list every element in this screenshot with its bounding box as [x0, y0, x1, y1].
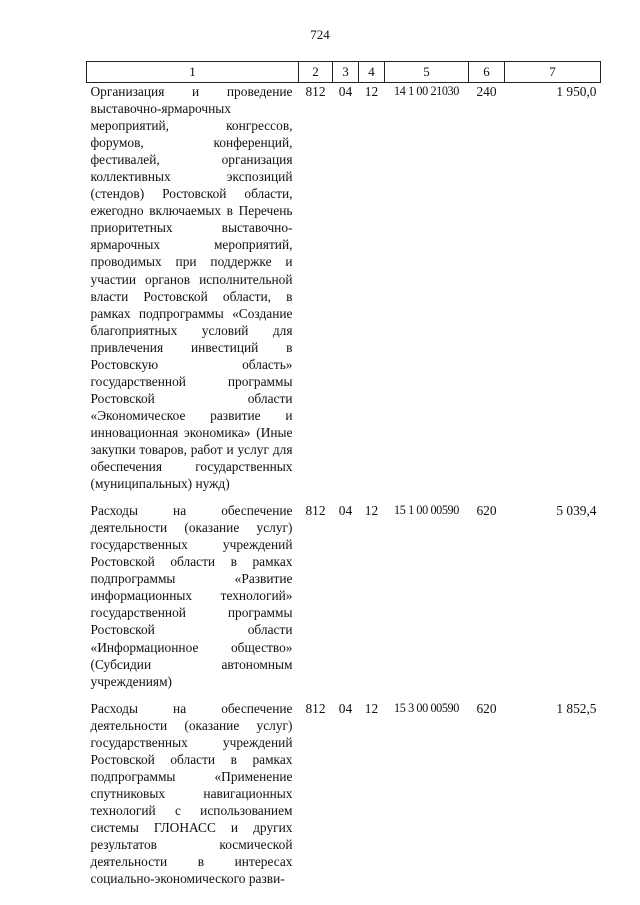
- row-expense-type: 240: [476, 84, 497, 99]
- row-subsection: 12: [364, 700, 379, 716]
- header-col-1: 1: [87, 62, 299, 83]
- header-col-2: 2: [299, 62, 333, 83]
- row-target-article: 14 1 00 21030: [394, 84, 459, 98]
- row-ministry: 812: [305, 503, 326, 519]
- header-col-6: 6: [469, 62, 505, 83]
- row-subsection: 12: [364, 503, 379, 519]
- row-amount: 5 039,4: [556, 503, 597, 519]
- row-target-article: 15 1 00 00590: [394, 503, 459, 518]
- header-row: [87, 62, 601, 83]
- header-col-4: 4: [359, 62, 385, 83]
- row-expense-type: 620: [476, 503, 497, 519]
- row-description: Организация и проведение выставочно-ярмарочных мероприятий, конгрессов, форумов, конференций, фестивалей, организация коллективных экспозиций (стендов) Ростовской области, ежегодно включаемых в Перечень приоритетных выставочно-ярмарочных мероприятий, проводимых при поддержке и участии органов исполнительной власти Ростовской области, в рамках подпрограммы «Создание благоприятных условий для привлечения инвестиций в Ростовскую область» государственной программы Ростовской области «Экономическое развитие и инновационная экономика» (Иные закупки товаров, работ и услуг для обеспечения государственных (муниципальных) нужд): [90, 84, 293, 492]
- row-amount: 1 852,5: [556, 700, 597, 716]
- budget-table: [86, 61, 601, 897]
- row-ministry: 812: [305, 84, 326, 99]
- table-row: [87, 700, 601, 898]
- row-section: 04: [338, 700, 353, 716]
- row-expense-type: 620: [476, 700, 497, 716]
- row-target-article: 15 3 00 00590: [394, 700, 459, 715]
- header-col-3: 3: [333, 62, 359, 83]
- page-number: 724: [310, 27, 330, 42]
- row-description: Расходы на обеспечение деятельности (оказание услуг) государственных учреждений Ростовской области в рамках подпрограммы «Применение спутниковых навигационных технологий с использованием системы ГЛОНАСС и других результатов космической деятельности в интересах социально-экономического разви-: [90, 700, 293, 887]
- header-col-7: 7: [505, 62, 601, 83]
- table-row: [87, 502, 601, 700]
- row-ministry: 812: [305, 700, 326, 716]
- table-row: [87, 83, 601, 503]
- row-amount: 1 950,0: [556, 84, 597, 99]
- row-section: 04: [338, 84, 353, 99]
- row-subsection: 12: [364, 84, 379, 99]
- row-description: Расходы на обеспечение деятельности (оказание услуг) государственных учреждений Ростовской области в рамках подпрограммы «Развитие информационных технологий» государственной программы Ростовской области «Информационное общество» (Субсидии автономным учреждениям): [90, 503, 293, 689]
- row-section: 04: [338, 503, 353, 519]
- header-col-5: 5: [385, 62, 469, 83]
